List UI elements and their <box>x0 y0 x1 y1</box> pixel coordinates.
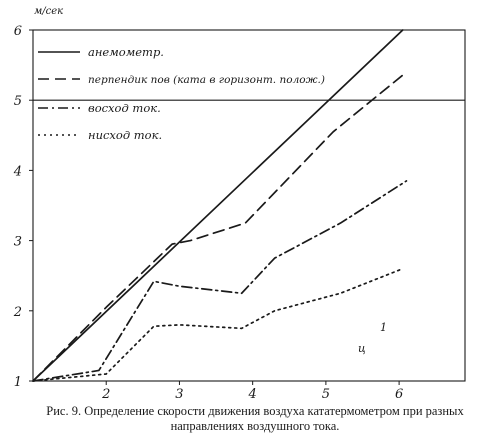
annotations <box>358 321 387 355</box>
caption-line-1: Рис. 9. Определение скорости движения воздуха кататермометром при разных <box>46 404 464 418</box>
y-tick-label: 6 <box>13 24 22 39</box>
y-tick-label: 1 <box>13 375 22 390</box>
axes <box>13 6 465 400</box>
x-tick-label: 3 <box>175 387 184 400</box>
series-line-2 <box>33 72 406 381</box>
x-tick-label: 4 <box>248 387 257 400</box>
x-tick-label: 2 <box>102 387 111 400</box>
figure-caption <box>20 404 490 434</box>
legend-label-3: восход ток. <box>88 101 161 115</box>
y-tick-label: 2 <box>13 304 22 320</box>
legend <box>38 45 325 142</box>
caption-line-2: направлениях воздушного тока. <box>170 419 340 433</box>
legend-label-4: нисход ток. <box>88 128 163 142</box>
annotation-a: ц <box>358 342 366 355</box>
y-tick-label: 3 <box>13 234 22 250</box>
y-tick-label: 5 <box>13 94 22 110</box>
legend-label-1: анемометр. <box>88 45 164 59</box>
legend-label-2: перпендик пов (ката в горизонт. полож.) <box>88 74 325 86</box>
x-tick-label: 6 <box>394 387 404 400</box>
series-line-3 <box>33 181 406 381</box>
y-tick-label: 4 <box>13 164 22 180</box>
annotation-b: 1 <box>380 321 387 334</box>
y-unit-label: м/сек <box>34 6 64 17</box>
x-tick-label: 5 <box>321 387 331 400</box>
